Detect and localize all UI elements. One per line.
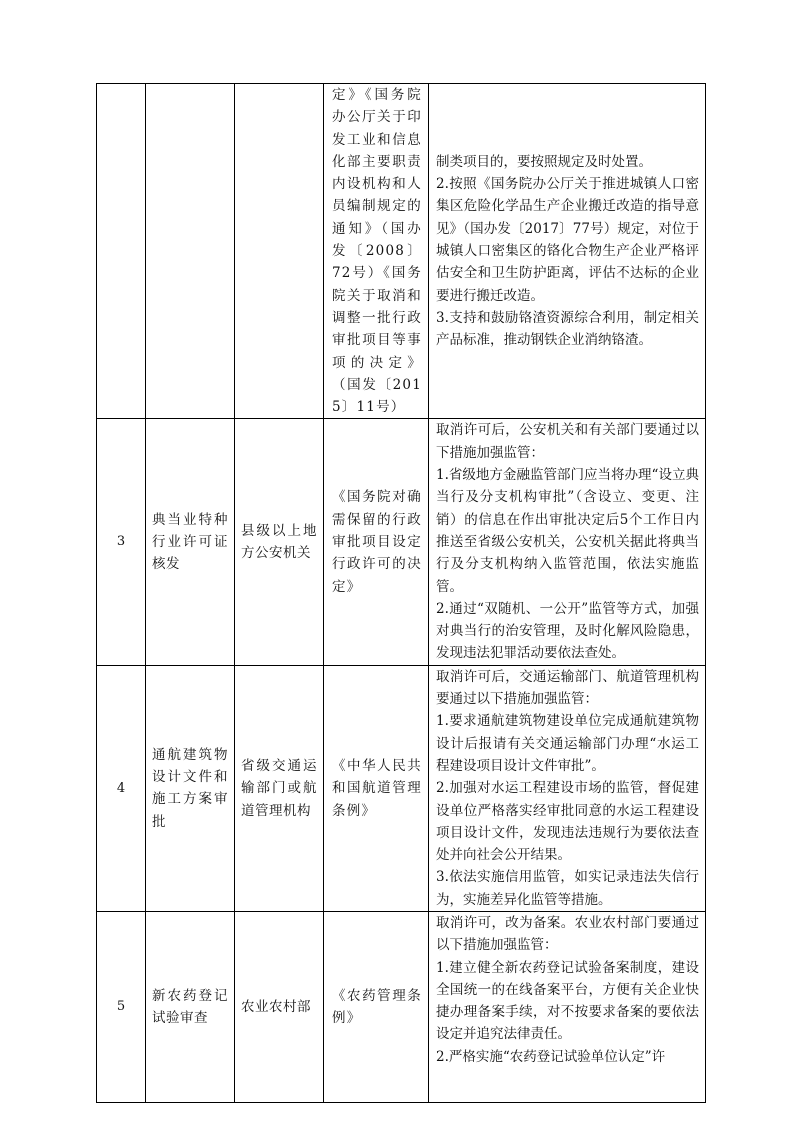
dept-cell [235,84,324,419]
department: 农业农村部 [241,998,311,1015]
measure-paragraph: 取消许可后，公安机关和有关部门要通过以下措施加强监管： [436,422,699,461]
basis-cell [324,419,429,665]
basis-cell [324,84,429,419]
item-name: 新农药登记试验审查 [152,987,228,1026]
measures-text [429,666,705,911]
measure-paragraph: 3.支持和鼓励铬渣资源综合利用，制定相关产品标准，推动钢铁企业消纳铬渣。 [436,309,699,349]
row-number-cell [97,84,146,419]
item-name: 典当业特种行业许可证核发 [152,511,228,573]
measures-cell [429,84,706,419]
measure-paragraph: 2.严格实施“农药登记试验单位认定”许 [436,1048,666,1065]
measure-paragraph: 取消许可，改为备案。农业农村部门要通过以下措施加强监管： [436,914,699,954]
item-cell [146,911,235,1102]
row-number: 5 [116,999,126,1015]
item-cell [146,419,235,665]
table-row [97,419,706,665]
measures-cell [429,911,706,1102]
row-number-cell [97,911,146,1102]
item-name: 通航建筑物设计文件和施工方案审批 [152,746,228,830]
basis-cell [324,911,429,1102]
measures-cell [429,665,706,911]
item-cell [146,84,235,419]
measure-paragraph: 1.省级地方金融监管部门应当将办理“设立典当行及分支机构审批”（含设立、变更、注销）的信息在作出审批决定后5个工作日内推送至省级公安机关，公安机关据此将典当行及分支机构纳入监管范围，依法实施监管。 [436,467,699,595]
measure-paragraph: 3.依法实施信用监管，如实记录违法失信行为，实施差异化监管等措施。 [436,869,699,908]
legal-basis: 定》《国务院办公厅关于印发工业和信息化部主要职责内设机构和人员编制规定的通知》（国办发〔2008〕72号）《国务院关于取消和调整一批行政审批项目等事项的决定》（国发〔2015〕11号） [332,87,422,416]
legal-basis: 《农药管理条例》 [332,987,422,1026]
measure-paragraph: 2.按照《国务院办公厅关于推进城镇人口密集区危险化学品生产企业搬迁改造的指导意见》（国办发〔2017〕77号）规定，对位于城镇人口密集区的铬化合物生产企业严格评估安全和卫生防护距离，评估不达标的企业要进行搬迁改造。 [436,176,699,304]
regulation-table [96,83,706,1103]
measures-text [429,151,705,352]
dept-cell [235,665,324,911]
table-row [97,84,706,419]
department: 县级以上地方公安机关 [241,522,317,562]
legal-basis: 《国务院对确需保留的行政审批项目设定行政许可的决定》 [332,489,422,595]
measures-text [429,912,705,1068]
measure-paragraph: 1.建立健全新农药登记试验备案制度，建设全国统一的在线备案平台，方便有关企业快捷办理备案手续，对不按要求备案的要依法设定并追究法律责任。 [436,959,699,1043]
table-row [97,911,706,1102]
measures-cell [429,419,706,665]
measure-paragraph: 2.加强对水运工程建设市场的监管，督促建设单位严格落实经审批同意的水运工程建设项目设计文件，发现违法违规行为要依法查处并向社会公开结果。 [436,780,699,864]
department: 省级交通运输部门或航道管理机构 [241,757,317,819]
legal-basis: 《中华人民共和国航道管理条例》 [332,757,422,819]
measure-paragraph: 2.通过“双随机、一公开”监管等方式，加强对典当行的治安管理，及时化解风险隐患，发现违法犯罪活动要依法查处。 [436,600,699,662]
table-row [97,665,706,911]
measure-paragraph: 1.要求通航建筑物建设单位完成通航建筑物设计后报请有关交通运输部门办理“水运工程建设项目设计文件审批”。 [436,713,699,774]
item-cell [146,665,235,911]
measure-paragraph: 取消许可后，交通运输部门、航道管理机构要通过以下措施加强监管： [436,668,699,708]
row-number-cell [97,419,146,665]
dept-cell [235,419,324,665]
row-number-cell [97,665,146,911]
dept-cell [235,911,324,1102]
row-number: 3 [116,534,126,550]
measures-text [429,419,705,664]
basis-cell [324,665,429,911]
row-number: 4 [116,780,126,796]
measure-paragraph: 制类项目的，要按照规定及时处置。 [436,153,652,170]
